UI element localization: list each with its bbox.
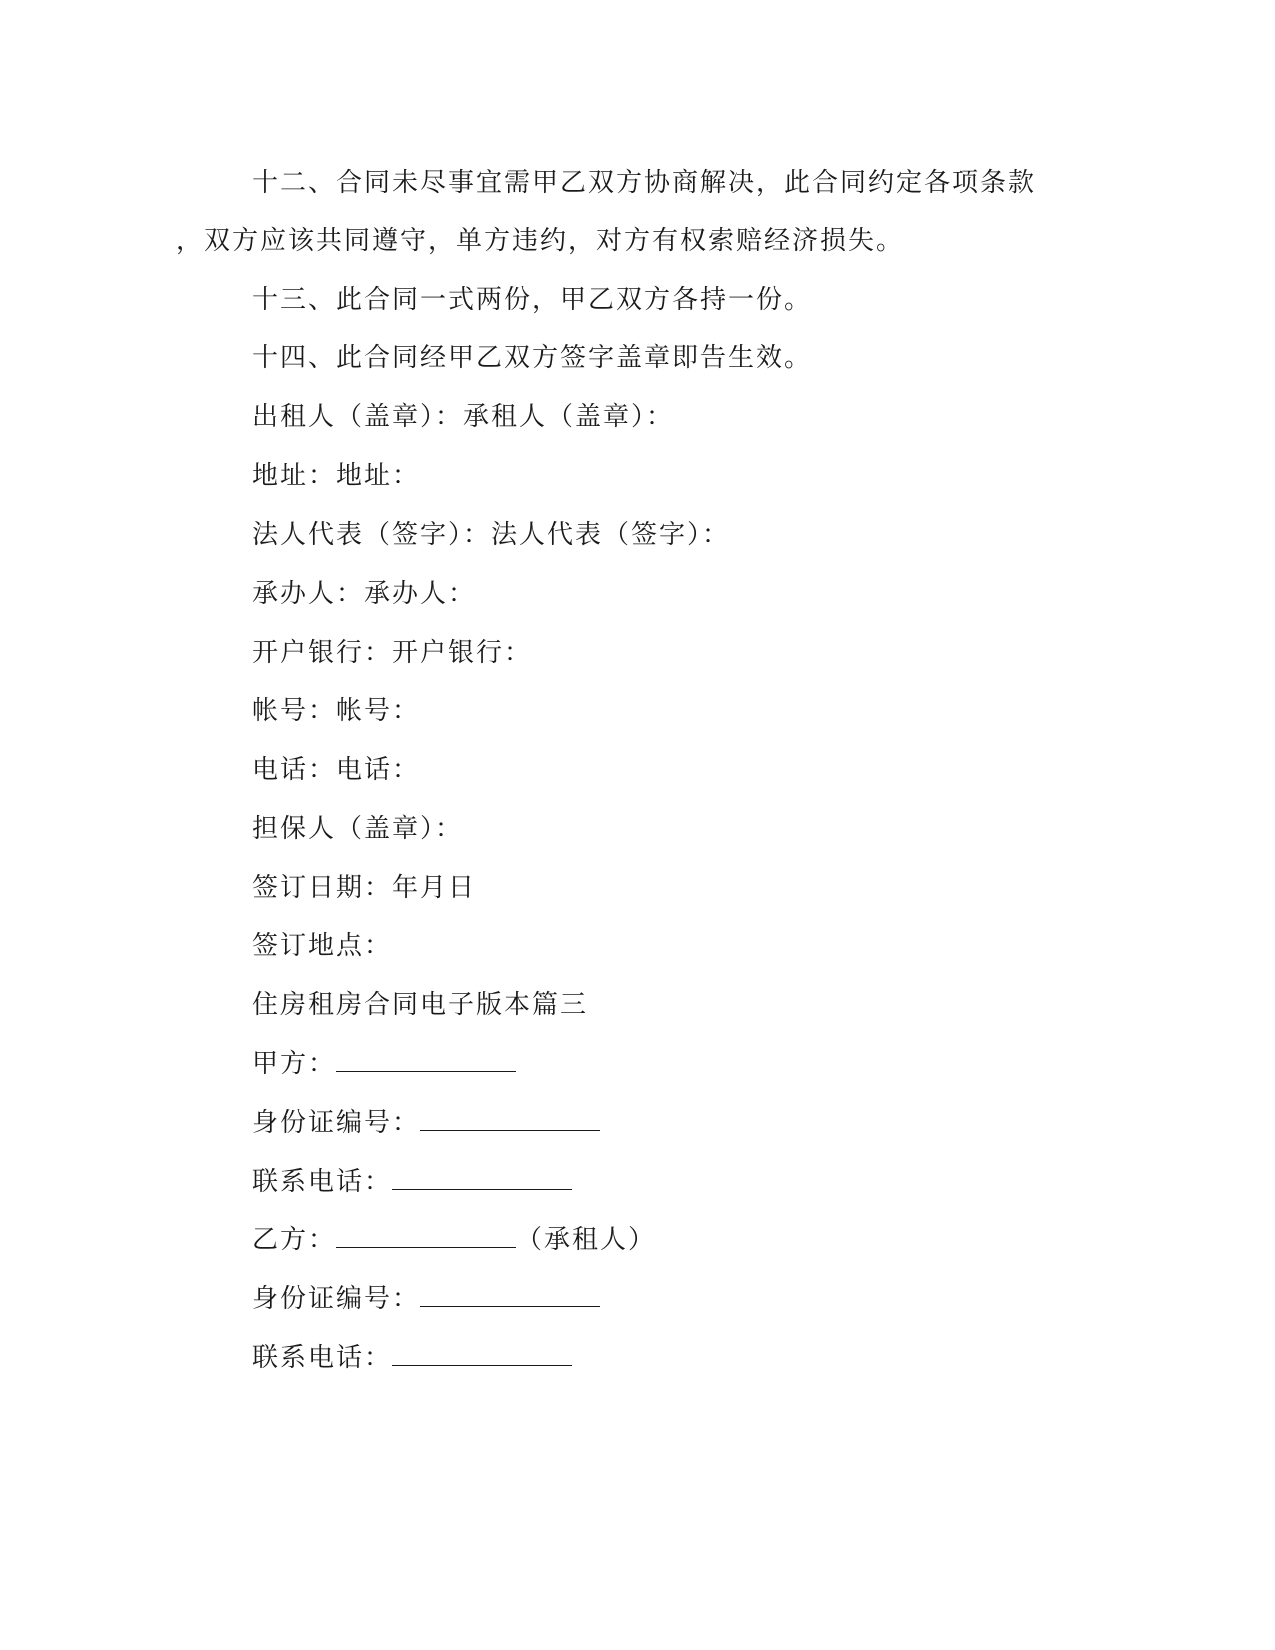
party-b-id-label: 身份证编号： [252, 1284, 421, 1314]
party-b-id-blank [420, 1282, 600, 1307]
party-a-phone-line [252, 1165, 572, 1199]
lessor-lessee-seal-line: 出租人（盖章）：承租人（盖章）： [252, 402, 675, 432]
party-b-blank [336, 1223, 516, 1248]
sign-date-line: 签订日期：年月日 [252, 873, 477, 903]
party-b-id-line [252, 1282, 600, 1316]
bank-line: 开户银行：开户银行： [252, 638, 533, 668]
party-a-phone-label: 联系电话： [252, 1167, 393, 1197]
party-a-label: 甲方： [252, 1049, 337, 1079]
clause-13: 十三、此合同一式两份，甲乙双方各持一份。 [252, 285, 813, 315]
address-line: 地址：地址： [252, 461, 421, 491]
party-b-phone-line [252, 1341, 572, 1375]
account-line: 帐号：帐号： [252, 696, 421, 726]
party-a-blank [336, 1047, 516, 1072]
party-a-id-label: 身份证编号： [252, 1108, 421, 1138]
party-b-label: 乙方： [252, 1225, 337, 1255]
party-b-suffix: （承租人） [516, 1225, 657, 1255]
legal-rep-line: 法人代表（签字）：法人代表（签字）： [252, 520, 731, 550]
party-a-id-line [252, 1106, 600, 1140]
sign-place-line: 签订地点： [252, 931, 393, 961]
party-b-phone-blank [392, 1341, 572, 1366]
clause-12-line2: ，双方应该共同遵守，单方违约，对方有权索赔经济损失。 [176, 226, 905, 256]
phone-line: 电话：电话： [252, 755, 421, 785]
guarantor-line: 担保人（盖章）： [252, 814, 464, 844]
section-title: 住房租房合同电子版本篇三 [252, 990, 589, 1020]
handler-line: 承办人：承办人： [252, 579, 477, 609]
party-b-phone-label: 联系电话： [252, 1343, 393, 1373]
clause-12-line1: 十二、合同未尽事宜需甲乙双方协商解决，此合同约定各项条款 [252, 168, 1037, 198]
party-a-line [252, 1047, 516, 1081]
party-a-id-blank [420, 1106, 600, 1131]
clause-14: 十四、此合同经甲乙双方签字盖章即告生效。 [252, 343, 813, 373]
party-b-line [252, 1223, 656, 1257]
party-a-phone-blank [392, 1165, 572, 1190]
